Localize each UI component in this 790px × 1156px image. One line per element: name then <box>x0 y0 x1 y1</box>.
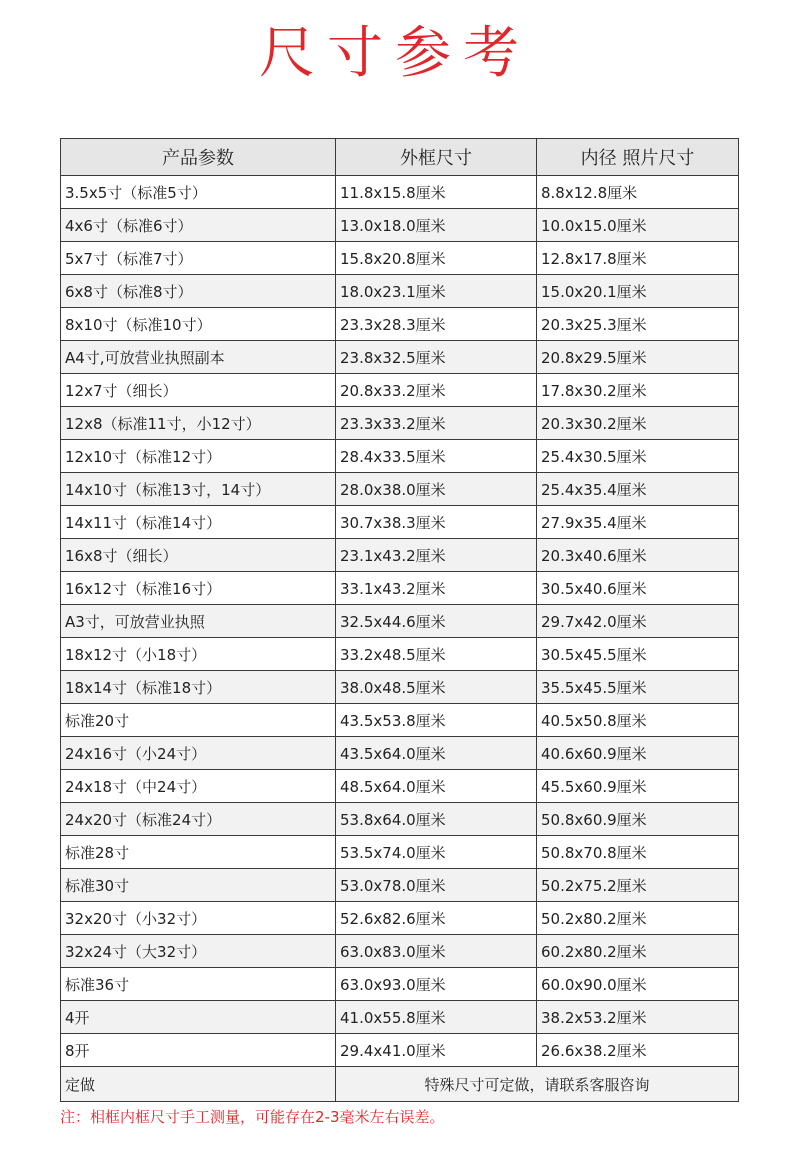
cell-param: 5x7寸（标准7寸） <box>61 242 336 275</box>
cell-inner: 40.5x50.8厘米 <box>537 704 739 737</box>
custom-order-note: 特殊尺寸可定做，请联系客服咨询 <box>336 1067 739 1102</box>
cell-outer: 63.0x93.0厘米 <box>336 968 537 1001</box>
table-row <box>61 539 739 572</box>
header-product-param: 产品参数 <box>61 139 336 176</box>
table-row <box>61 704 739 737</box>
cell-param: 4x6寸（标准6寸） <box>61 209 336 242</box>
cell-outer: 43.5x64.0厘米 <box>336 737 537 770</box>
table-row <box>61 638 739 671</box>
cell-inner: 35.5x45.5厘米 <box>537 671 739 704</box>
table-header-row <box>61 139 739 176</box>
cell-inner: 50.2x80.2厘米 <box>537 902 739 935</box>
header-inner-size: 内径 照片尺寸 <box>537 139 739 176</box>
cell-inner: 29.7x42.0厘米 <box>537 605 739 638</box>
table-row <box>61 803 739 836</box>
table-row <box>61 242 739 275</box>
cell-outer: 28.4x33.5厘米 <box>336 440 537 473</box>
cell-inner: 30.5x40.6厘米 <box>537 572 739 605</box>
table-row <box>61 308 739 341</box>
cell-param: 12x10寸（标准12寸） <box>61 440 336 473</box>
cell-inner: 10.0x15.0厘米 <box>537 209 739 242</box>
cell-custom-param: 定做 <box>61 1067 336 1102</box>
cell-inner: 30.5x45.5厘米 <box>537 638 739 671</box>
cell-outer: 38.0x48.5厘米 <box>336 671 537 704</box>
cell-outer: 23.8x32.5厘米 <box>336 341 537 374</box>
cell-param: 12x7寸（细长） <box>61 374 336 407</box>
cell-param: 标准28寸 <box>61 836 336 869</box>
cell-outer: 11.8x15.8厘米 <box>336 176 537 209</box>
cell-inner: 38.2x53.2厘米 <box>537 1001 739 1034</box>
table-row <box>61 671 739 704</box>
cell-outer: 13.0x18.0厘米 <box>336 209 537 242</box>
cell-param: 标准36寸 <box>61 968 336 1001</box>
cell-outer: 63.0x83.0厘米 <box>336 935 537 968</box>
cell-inner: 25.4x30.5厘米 <box>537 440 739 473</box>
cell-param: 16x12寸（标准16寸） <box>61 572 336 605</box>
cell-inner: 45.5x60.9厘米 <box>537 770 739 803</box>
cell-inner: 60.2x80.2厘米 <box>537 935 739 968</box>
cell-outer: 41.0x55.8厘米 <box>336 1001 537 1034</box>
table-row <box>61 506 739 539</box>
table-row <box>61 176 739 209</box>
cell-param: 14x11寸（标准14寸） <box>61 506 336 539</box>
cell-inner: 50.8x60.9厘米 <box>537 803 739 836</box>
cell-inner: 26.6x38.2厘米 <box>537 1034 739 1067</box>
cell-outer: 15.8x20.8厘米 <box>336 242 537 275</box>
size-reference-table <box>60 138 739 1102</box>
table-row <box>61 209 739 242</box>
cell-outer: 53.5x74.0厘米 <box>336 836 537 869</box>
cell-inner: 20.3x30.2厘米 <box>537 407 739 440</box>
cell-param: 16x8寸（细长） <box>61 539 336 572</box>
custom-order-row <box>61 1067 739 1102</box>
cell-inner: 60.0x90.0厘米 <box>537 968 739 1001</box>
cell-inner: 17.8x30.2厘米 <box>537 374 739 407</box>
table-row <box>61 407 739 440</box>
cell-param: A3寸，可放营业执照 <box>61 605 336 638</box>
cell-outer: 53.0x78.0厘米 <box>336 869 537 902</box>
page-title: 尺寸参考 <box>259 21 531 86</box>
cell-param: 24x20寸（标准24寸） <box>61 803 336 836</box>
table-row <box>61 836 739 869</box>
cell-outer: 28.0x38.0厘米 <box>336 473 537 506</box>
cell-inner: 20.3x25.3厘米 <box>537 308 739 341</box>
table-row <box>61 869 739 902</box>
cell-param: 18x14寸（标准18寸） <box>61 671 336 704</box>
cell-outer: 20.8x33.2厘米 <box>336 374 537 407</box>
table-row <box>61 935 739 968</box>
header-outer-size: 外框尺寸 <box>336 139 537 176</box>
cell-inner: 50.2x75.2厘米 <box>537 869 739 902</box>
cell-param: 18x12寸（小18寸） <box>61 638 336 671</box>
table-row <box>61 1001 739 1034</box>
cell-outer: 23.3x28.3厘米 <box>336 308 537 341</box>
table-row <box>61 275 739 308</box>
cell-param: A4寸,可放营业执照副本 <box>61 341 336 374</box>
cell-inner: 20.3x40.6厘米 <box>537 539 739 572</box>
cell-param: 24x16寸（小24寸） <box>61 737 336 770</box>
cell-inner: 20.8x29.5厘米 <box>537 341 739 374</box>
cell-inner: 25.4x35.4厘米 <box>537 473 739 506</box>
cell-param: 32x20寸（小32寸） <box>61 902 336 935</box>
table-row <box>61 902 739 935</box>
table-row <box>61 572 739 605</box>
cell-param: 8开 <box>61 1034 336 1067</box>
cell-outer: 33.2x48.5厘米 <box>336 638 537 671</box>
table-row <box>61 1034 739 1067</box>
cell-inner: 15.0x20.1厘米 <box>537 275 739 308</box>
cell-inner: 50.8x70.8厘米 <box>537 836 739 869</box>
cell-inner: 27.9x35.4厘米 <box>537 506 739 539</box>
cell-outer: 52.6x82.6厘米 <box>336 902 537 935</box>
cell-inner: 8.8x12.8厘米 <box>537 176 739 209</box>
cell-param: 3.5x5寸（标准5寸） <box>61 176 336 209</box>
cell-outer: 18.0x23.1厘米 <box>336 275 537 308</box>
table-row <box>61 341 739 374</box>
table-row <box>61 968 739 1001</box>
cell-param: 8x10寸（标准10寸） <box>61 308 336 341</box>
cell-outer: 29.4x41.0厘米 <box>336 1034 537 1067</box>
table-row <box>61 473 739 506</box>
cell-outer: 32.5x44.6厘米 <box>336 605 537 638</box>
table-row <box>61 605 739 638</box>
cell-param: 12x8（标准11寸，小12寸） <box>61 407 336 440</box>
cell-outer: 33.1x43.2厘米 <box>336 572 537 605</box>
table-row <box>61 440 739 473</box>
cell-param: 24x18寸（中24寸） <box>61 770 336 803</box>
cell-param: 14x10寸（标准13寸，14寸） <box>61 473 336 506</box>
table-row <box>61 374 739 407</box>
cell-outer: 43.5x53.8厘米 <box>336 704 537 737</box>
cell-outer: 23.3x33.2厘米 <box>336 407 537 440</box>
cell-outer: 48.5x64.0厘米 <box>336 770 537 803</box>
table-row <box>61 737 739 770</box>
cell-outer: 53.8x64.0厘米 <box>336 803 537 836</box>
table-body <box>61 176 739 1102</box>
cell-param: 32x24寸（大32寸） <box>61 935 336 968</box>
cell-param: 6x8寸（标准8寸） <box>61 275 336 308</box>
cell-inner: 12.8x17.8厘米 <box>537 242 739 275</box>
cell-param: 4开 <box>61 1001 336 1034</box>
cell-param: 标准20寸 <box>61 704 336 737</box>
cell-outer: 23.1x43.2厘米 <box>336 539 537 572</box>
measurement-footnote: 注：相框内框尺寸手工测量，可能存在2-3毫米左右误差。 <box>60 1108 445 1126</box>
cell-param: 标准30寸 <box>61 869 336 902</box>
table-row <box>61 770 739 803</box>
cell-inner: 40.6x60.9厘米 <box>537 737 739 770</box>
cell-outer: 30.7x38.3厘米 <box>336 506 537 539</box>
